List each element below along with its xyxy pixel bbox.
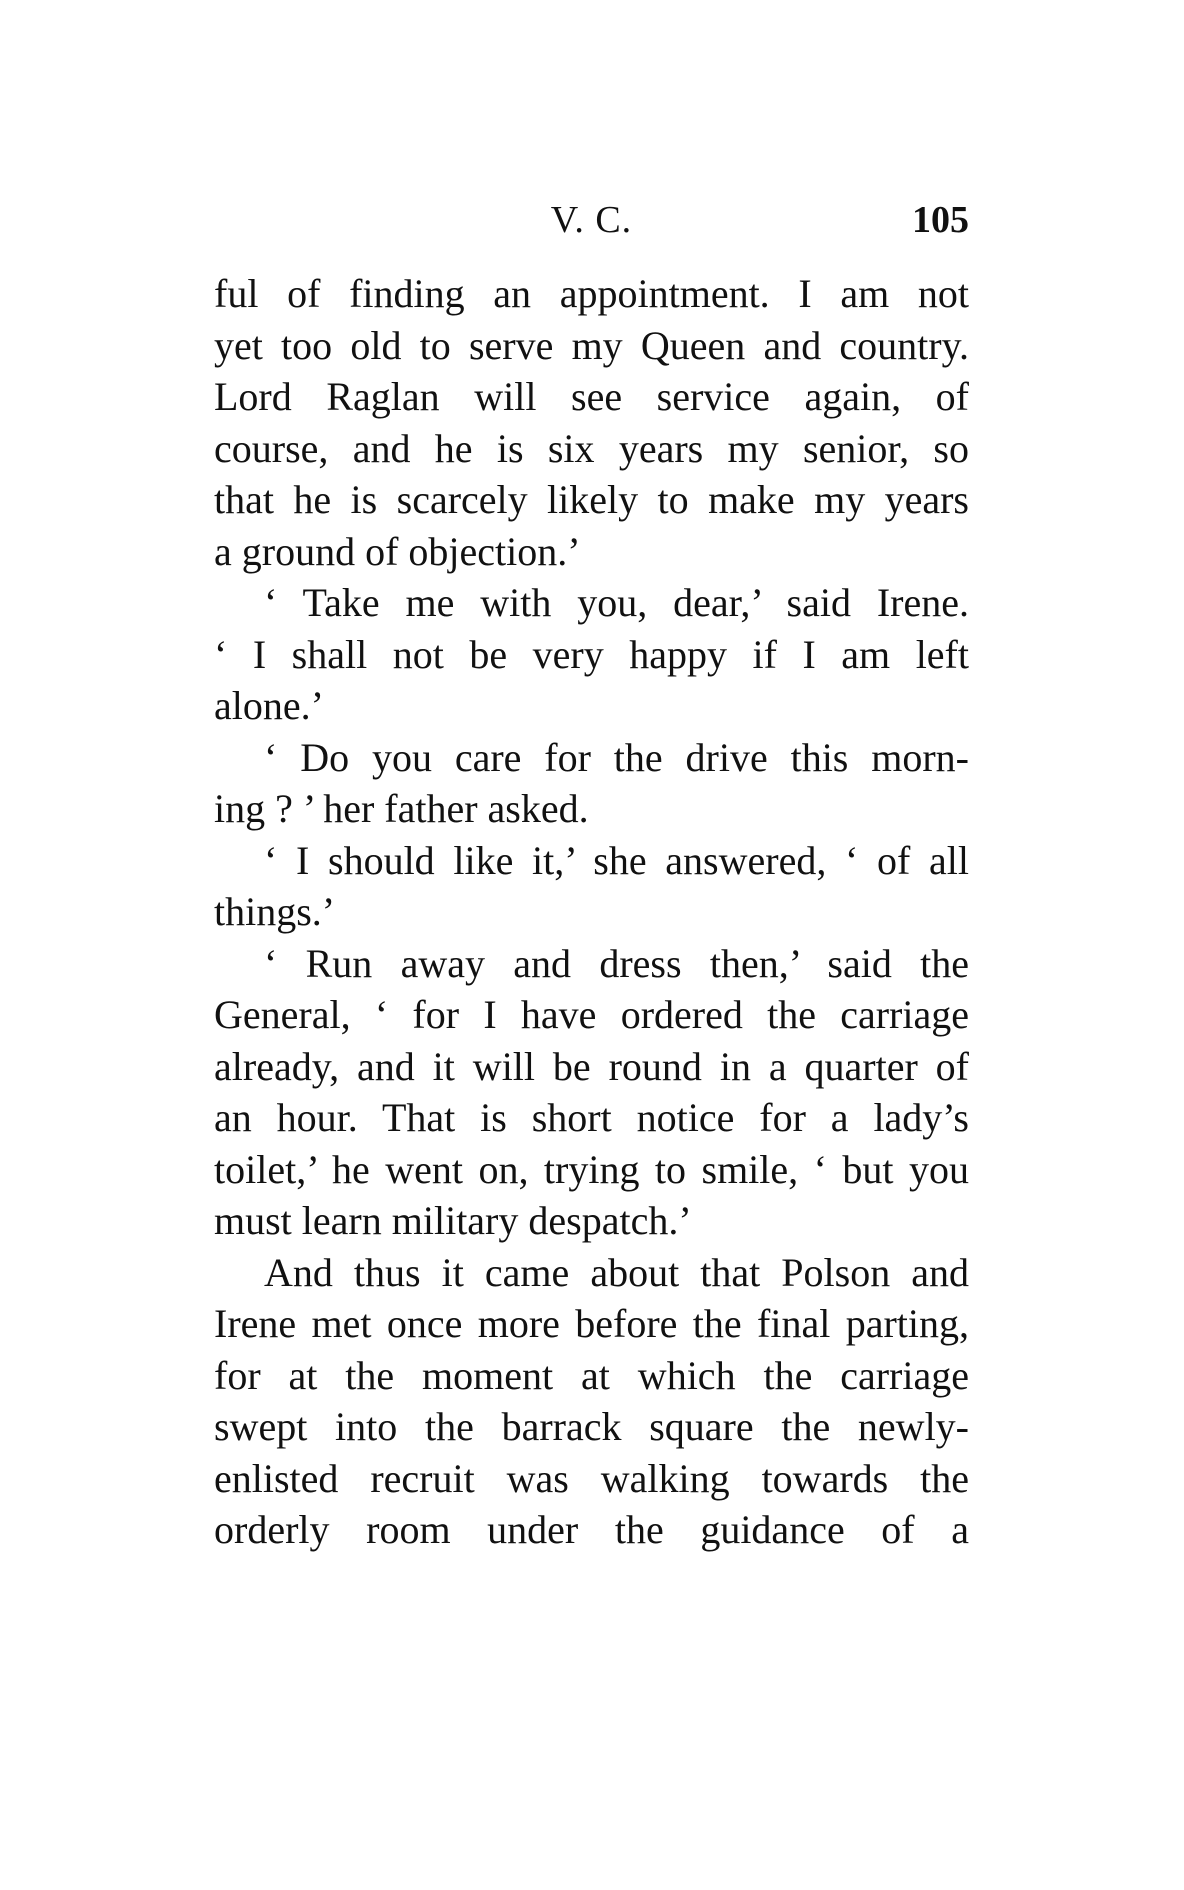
text-line: an hour. That is short notice for a lady’s bbox=[214, 1095, 969, 1140]
text-line: things.’ bbox=[214, 889, 336, 934]
text-line: that he is scarcely likely to make my years bbox=[214, 477, 969, 522]
text-line: orderly room under the guidance of a bbox=[214, 1507, 969, 1552]
page-number: 105 bbox=[912, 199, 969, 241]
text-line: toilet,’ he went on, trying to smile, ‘ but you bbox=[214, 1146, 969, 1192]
text-line: ing ? ’ her father asked. bbox=[214, 786, 589, 831]
text-line: ‘ Do you care for the drive this morn- bbox=[264, 734, 969, 780]
text-line: And thus it came about that Polson and bbox=[264, 1249, 969, 1295]
text-line: course, and he is six years my senior, so bbox=[214, 425, 969, 471]
body-text bbox=[214, 268, 969, 1556]
text-line: must learn military despatch.’ bbox=[214, 1198, 692, 1243]
text-line: General, ‘ for I have ordered the carriage bbox=[214, 992, 969, 1037]
text-line: ‘ I shall not be very happy if I am left bbox=[214, 631, 969, 677]
text-line: Irene met once more before the final parting, bbox=[214, 1301, 969, 1346]
text-line: ful of finding an appointment. I am not bbox=[214, 271, 969, 316]
text-line: yet too old to serve my Queen and country. bbox=[214, 322, 969, 368]
text-line: ‘ Take me with you, dear,’ said Irene. bbox=[264, 580, 969, 625]
text-line: alone.’ bbox=[214, 683, 324, 728]
text-line: already, and it will be round in a quarter of bbox=[214, 1043, 969, 1089]
running-head bbox=[214, 198, 969, 258]
text-line: swept into the barrack square the newly- bbox=[214, 1404, 969, 1449]
text-line: ‘ I should like it,’ she answered, ‘ of all bbox=[264, 837, 969, 883]
text-line: ‘ Run away and dress then,’ said the bbox=[264, 940, 969, 986]
text-line: a ground of objection.’ bbox=[214, 528, 581, 574]
running-title: V. C. bbox=[550, 199, 633, 241]
text-line: enlisted recruit was walking towards the bbox=[214, 1455, 969, 1501]
text-line: Lord Raglan will see service again, of bbox=[214, 374, 969, 419]
text-line: for at the moment at which the carriage bbox=[214, 1352, 969, 1398]
